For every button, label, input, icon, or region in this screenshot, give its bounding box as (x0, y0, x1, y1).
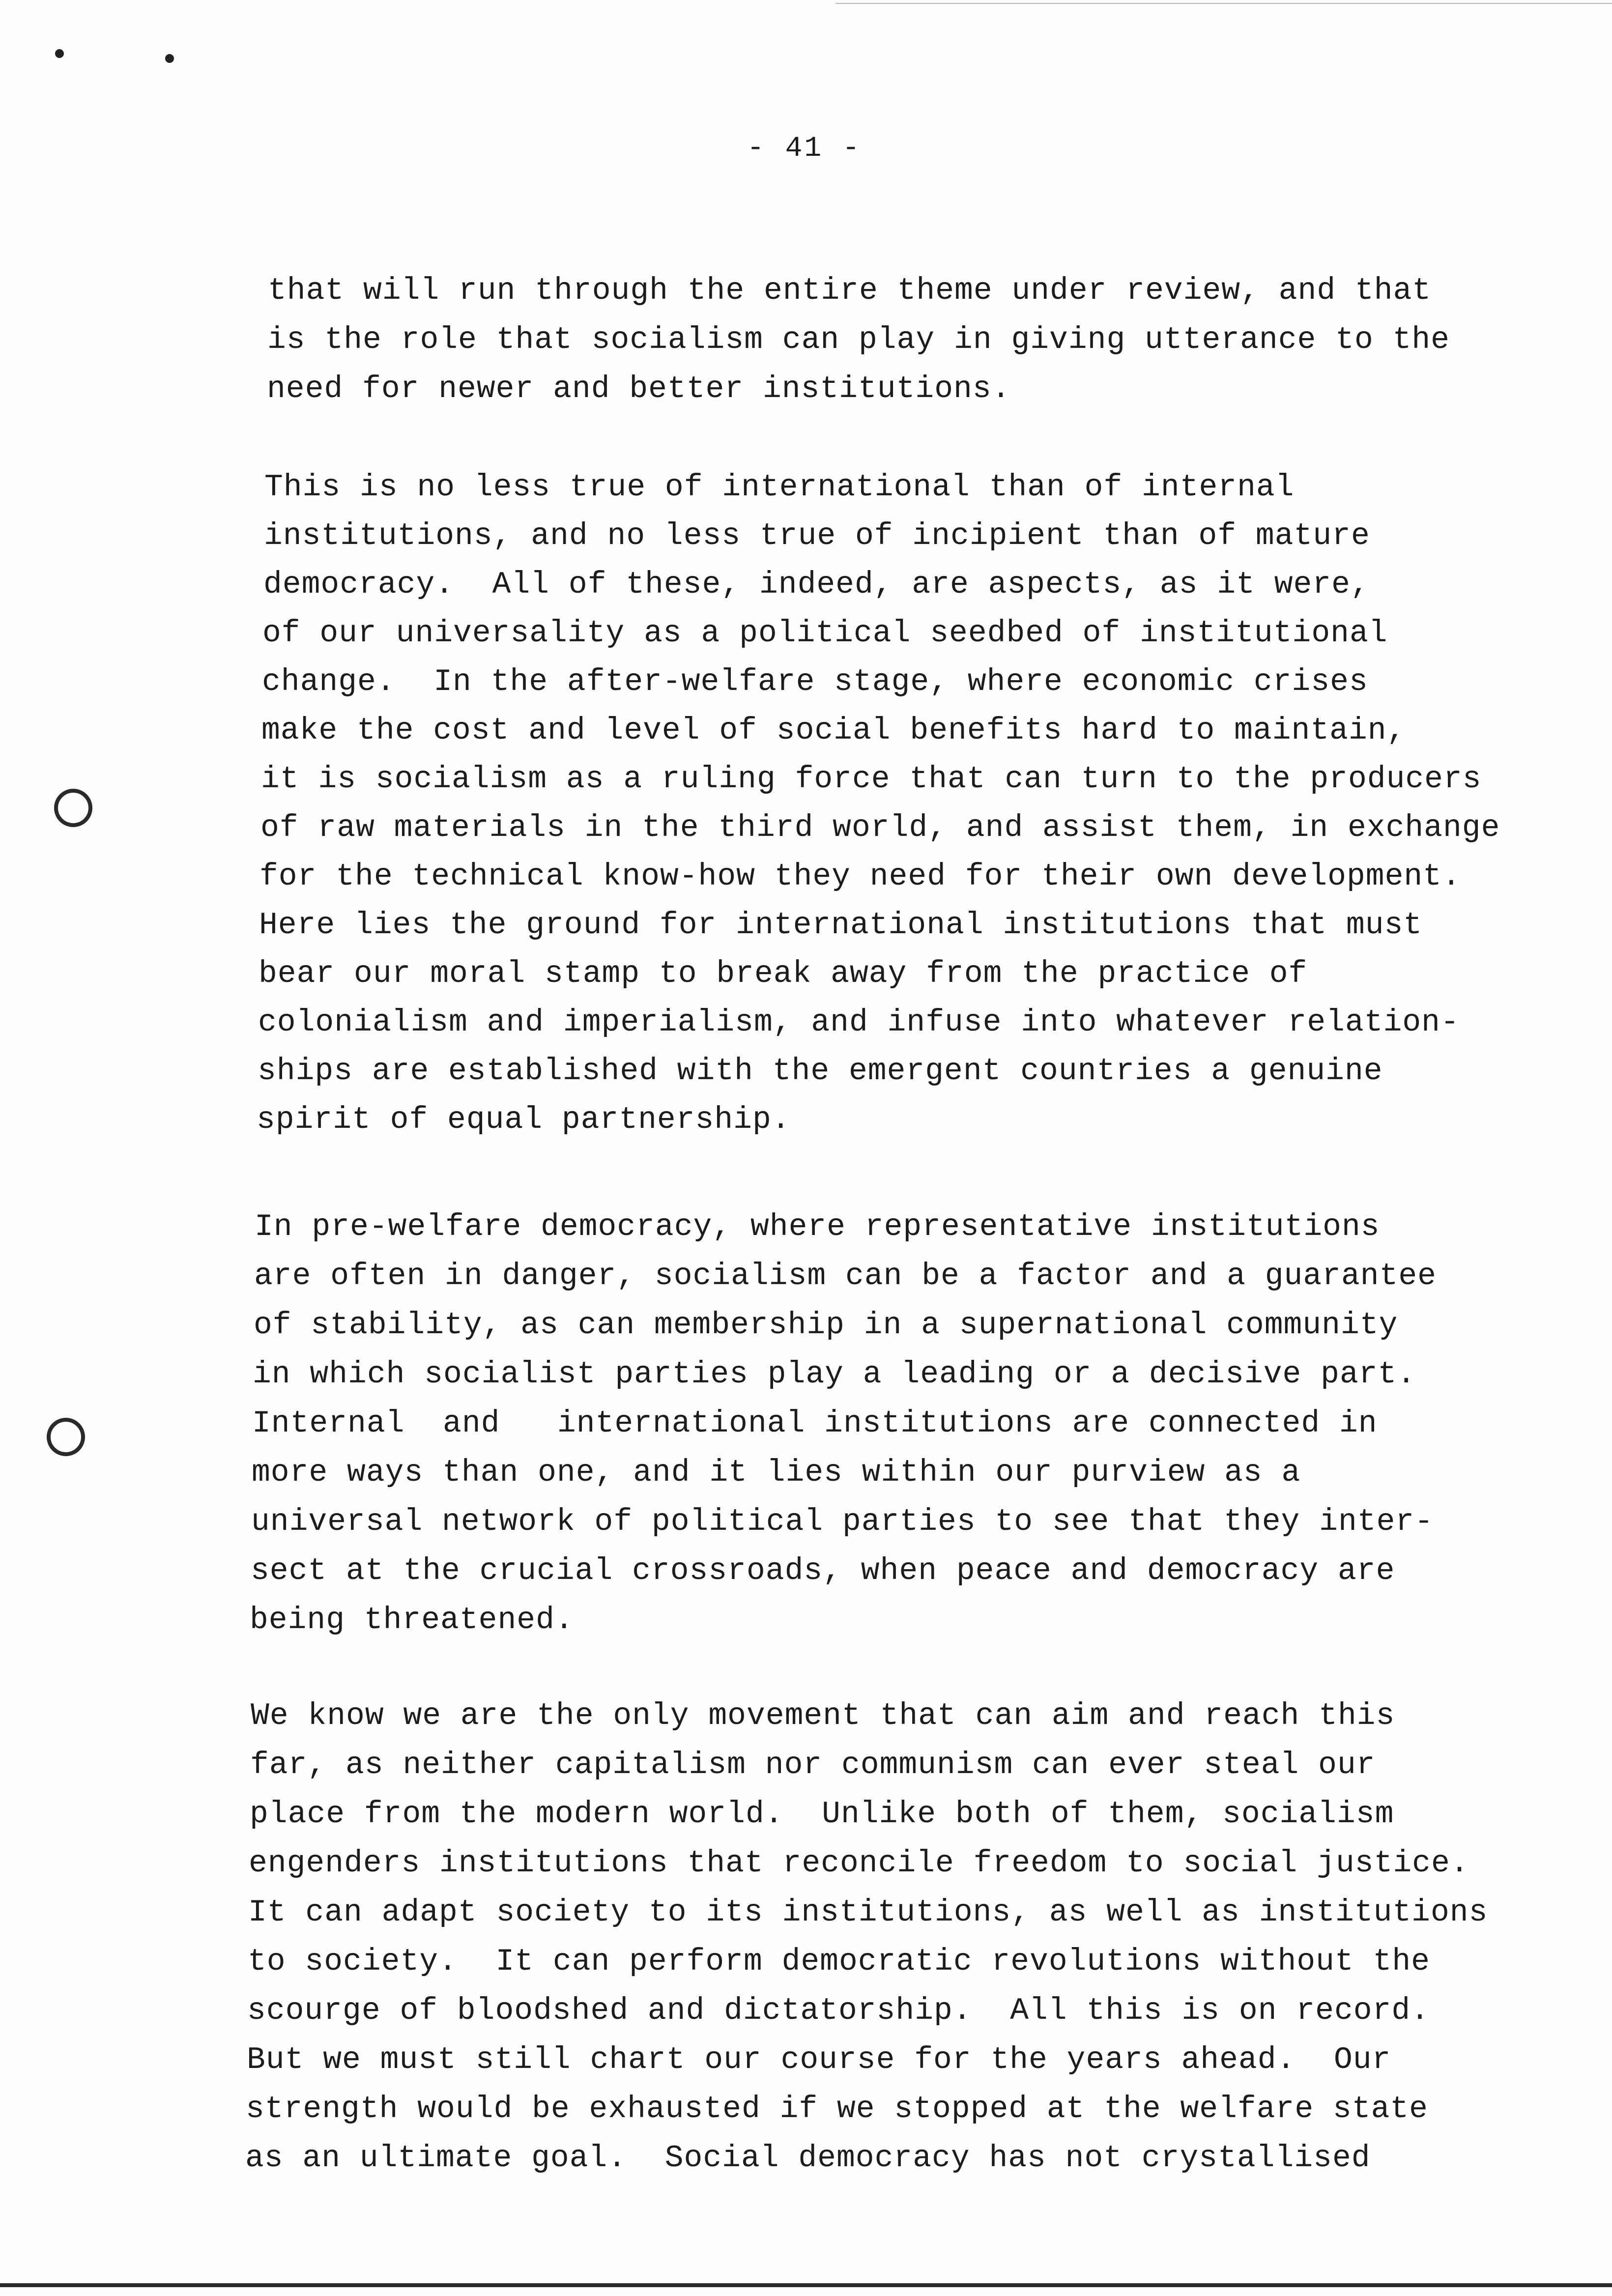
text-line: It can adapt society to its institutions, as well as institutions (248, 1895, 1488, 1930)
text-line: change. In the after-welfare stage, where economic crises (262, 664, 1368, 699)
text-line: spirit of equal partnership. (257, 1102, 791, 1137)
text-line: engenders institutions that reconcile freedom to social justice. (249, 1846, 1469, 1881)
text-line: This is no less true of international than of internal (264, 470, 1295, 505)
text-line: sect at the crucial crossroads, when peace and democracy are (251, 1553, 1395, 1588)
text-line: bear our moral stamp to break away from the practice of (259, 956, 1308, 991)
text-line: democracy. All of these, indeed, are aspects, as it were, (263, 567, 1370, 602)
text-line: But we must still chart our course for the years ahead. Our (247, 2042, 1391, 2077)
text-line: Internal and international institutions are connected in (252, 1406, 1378, 1441)
punch-hole (47, 1418, 85, 1456)
text-line: strength would be exhausted if we stopped at the welfare state (246, 2092, 1428, 2126)
text-line: are often in danger, socialism can be a factor and a guarantee (254, 1259, 1437, 1293)
text-line: In pre-welfare democracy, where representative institutions (255, 1209, 1380, 1244)
text-line: colonialism and imperialism, and infuse into whatever relation- (258, 1005, 1460, 1040)
text-line: make the cost and level of social benefits hard to maintain, (261, 713, 1406, 748)
text-line: it is socialism as a ruling force that can turn to the producers (261, 762, 1482, 797)
text-line: being threatened. (250, 1603, 574, 1637)
text-line: ships are established with the emergent countries a genuine (258, 1054, 1383, 1089)
scan-bottom-edge (0, 2283, 1612, 2287)
text-line: of our universality as a political seedbed of institutional (262, 616, 1388, 651)
text-line: is the role that socialism can play in giving utterance to the (267, 322, 1450, 357)
scan-edge-line (835, 3, 1612, 4)
text-line: of raw materials in the third world, and assist them, in exchange (260, 810, 1500, 845)
ink-speck (55, 49, 64, 58)
text-line: to society. It can perform democratic revolutions without the (248, 1944, 1430, 1979)
text-line: for the technical know-how they need for their own development. (259, 859, 1461, 894)
punch-hole (54, 789, 92, 827)
text-line: universal network of political parties to see that they inter- (251, 1504, 1434, 1539)
text-line: that will run through the entire theme under review, and that (268, 273, 1432, 308)
page-number: - 41 - (747, 133, 862, 165)
text-line: far, as neither capitalism nor communism can ever steal our (250, 1748, 1376, 1782)
text-line: as an ultimate goal. Social democracy has not crystallised (245, 2141, 1371, 2176)
text-line: of stability, as can membership in a supernational community (254, 1308, 1398, 1343)
ink-speck (165, 54, 174, 63)
text-line: more ways than one, and it lies within our purview as a (252, 1455, 1301, 1490)
text-line: institutions, and no less true of incipient than of mature (264, 518, 1370, 553)
text-line: Here lies the ground for international institutions that must (259, 908, 1423, 943)
text-line: need for newer and better institutions. (267, 372, 1011, 406)
text-line: We know we are the only movement that can aim and reach this (251, 1698, 1395, 1733)
text-line: in which socialist parties play a leading or a decisive part. (253, 1357, 1416, 1392)
text-line: place from the modern world. Unlike both of them, socialism (250, 1797, 1394, 1832)
text-line: scourge of bloodshed and dictatorship. All this is on record. (247, 1993, 1430, 2028)
